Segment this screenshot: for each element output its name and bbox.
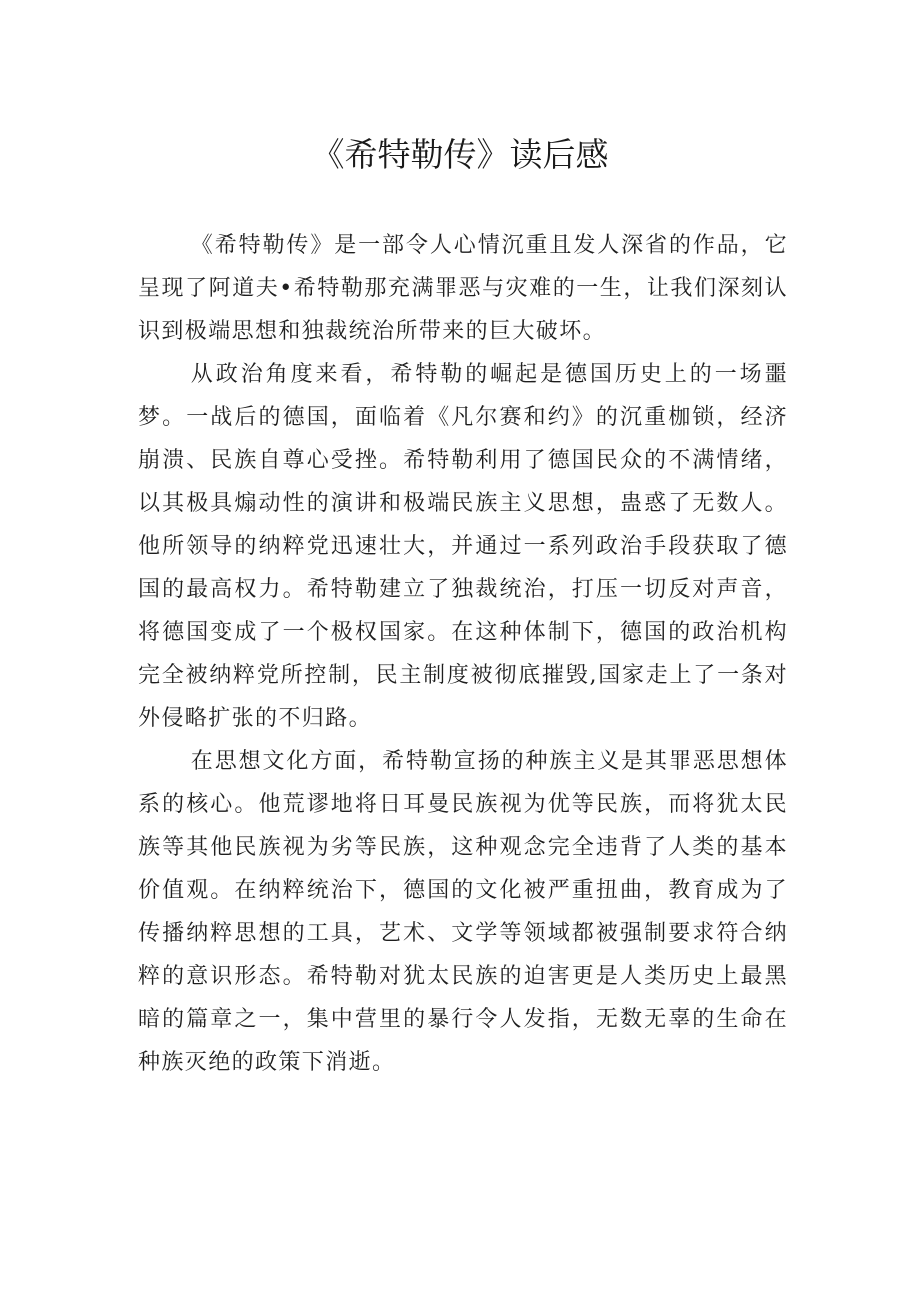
page-title: 《希特勒传》读后感 [311, 135, 609, 174]
document-body [138, 224, 788, 1084]
paragraph-culture: 在思想文化方面，希特勒宣扬的种族主义是其罪恶思想体系的核心。他荒谬地将日耳曼民族视为优等民族，而将犹太民族等其他民族视为劣等民族，这种观念完全违背了人类的基本价值观。在纳粹统治下，德国的文化被严重扭曲，教育成为了传播纳粹思想的工具，艺术、文学等领域都被强制要求符合纳粹的意识形态。希特勒对犹太民族的迫害更是人类历史上最黑暗的篇章之一，集中营里的暴行令人发指，无数无辜的生命在种族灭绝的政策下消逝。 [138, 749, 788, 1075]
paragraph-politics: 从政治角度来看，希特勒的崛起是德国历史上的一场噩梦。一战后的德国，面临着《凡尔赛和约》的沉重枷锁，经济崩溃、民族自尊心受挫。希特勒利用了德国民众的不满情绪，以其极具煽动性的演讲和极端民族主义思想，蛊惑了无数人。他所领导的纳粹党迅速壮大，并通过一系列政治手段获取了德国的最高权力。希特勒建立了独裁统治，打压一切反对声音，将德国变成了一个极权国家。在这种体制下，德国的政治机构完全被纳粹党所控制，民主制度被彻底摧毁,国家走上了一条对外侵略扩张的不归路。 [138, 362, 788, 731]
paragraph-intro: 《希特勒传》是一部令人心情沉重且发人深省的作品，它呈现了阿道夫•希特勒那充满罪恶与灾难的一生，让我们深刻认识到极端思想和独裁统治所带来的巨大破坏。 [138, 233, 788, 344]
